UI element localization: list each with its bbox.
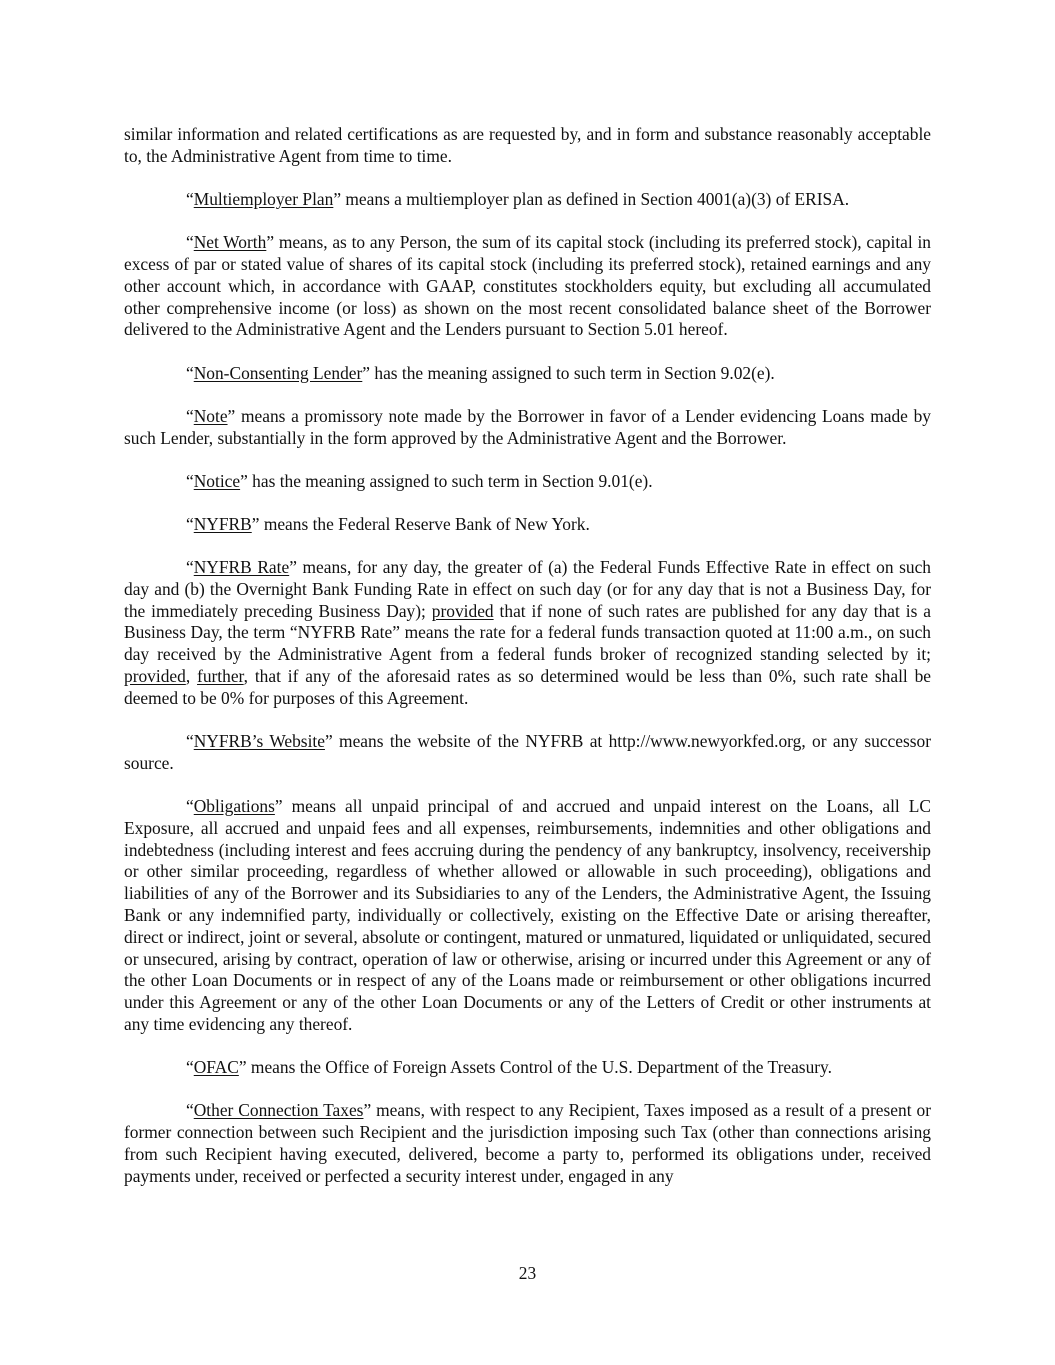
definition-multiemployer-plan: “Multiemployer Plan” means a multiemployer plan as defined in Section 4001(a)(3) of ERISA. <box>186 188 850 209</box>
defined-term: Note <box>193 405 228 426</box>
document-page <box>124 124 931 1209</box>
defined-term: Other Connection Taxes <box>193 1100 364 1121</box>
defined-term: NYFRB <box>193 513 252 534</box>
definition-text: means the website of the NYFRB at http://www.newyorkfed.org, or any successor source. <box>124 731 931 773</box>
definition-text: means all unpaid principal of and accrued and unpaid interest on the Loans, all LC Exposure, all accrued and unpaid fees and all expenses, reimbursements, indemnities and other obligations and indebtedness (including interest and fees accruing during the pendency of any bankruptcy, insolvency, receivership or other similar proceeding, regardless of whether allowed or allowable in such proceeding), obligations and liabilities of any of the Borrower and its Subsidiaries to any of the Lenders, the Administrative Agent, the Issuing Bank or any indemnified party, individually or collectively, existing on the Effective Date or arising thereafter, direct or indirect, joint or several, absolute or contingent, matured or unmatured, liquidated or unliquidated, secured or unsecured, arising by contract, operation of law or otherwise, arising or incurred under this Agreement or any of the other Loan Documents or in respect of any of the Loans made or reimbursement or other obligations incurred under this Agreement or any of the other Loan Documents or any of the Letters of Credit or other instruments at any time evidencing any thereof. <box>124 796 931 1035</box>
defined-term: Net Worth <box>193 232 267 253</box>
definition-text: means, for any day, the greater of (a) the Federal Funds Effective Rate in effect on such day and (b) the Overnight Bank Funding Rate in effect on such day (or for any day that is not a Business Day, for the immediately preceding Business Day); <box>124 557 931 621</box>
definition-non-consenting-lender: “Non-Consenting Lender” has the meaning assigned to such term in Section 9.02(e). <box>186 362 775 383</box>
defined-term: Notice <box>193 470 241 491</box>
definition-other-connection-taxes: “Other Connection Taxes” means, with respect to any Recipient, Taxes imposed as a result of a present or former connection between such Recipient and the jurisdiction imposing such Tax (other than connections arising from such Recipient having executed, delivered, become a party to, performed its obligations under, received payments under, received or perfected a security interest under, engaged in any <box>124 1100 931 1186</box>
definition-text: means the Federal Reserve Bank of New York. <box>259 513 590 534</box>
definition-text: means, as to any Person, the sum of its capital stock (including its preferred stock), capital in excess of par or stated value of shares of its capital stock (including its preferred stock), retained earnings and any other account which, in accordance with GAAP, constitutes stockholders equity, but excluding all accumulated other comprehensive income (or loss) as shown on the most recent consolidated balance sheet of the Borrower delivered to the Administrative Agent and the Lenders pursuant to Section 5.01 hereof. <box>124 232 931 340</box>
provided-proviso: provided <box>124 666 186 687</box>
definition-text: means a promissory note made by the Borrower in favor of a Lender evidencing Loans made by such Lender, substantially in the form approved by the Administrative Agent and the Borrower. <box>124 405 931 448</box>
definition-ofac: “OFAC” means the Office of Foreign Assets Control of the U.S. Department of the Treasury. <box>186 1057 832 1078</box>
definition-nyfrb-website: “NYFRB’s Website” means the website of the NYFRB at http://www.newyorkfed.org, or any successor source. <box>124 731 931 773</box>
comma-separator: , <box>185 666 198 687</box>
definition-nyfrb-rate: “NYFRB Rate” means, for any day, the greater of (a) the Federal Funds Effective Rate in effect on such day and (b) the Overnight Bank Funding Rate in effect on such day (or for any day that is not a Business Day, for the immediately preceding Business Day); provided that if none of such rates are published for any day that is a Business Day, the term “NYFRB Rate” means the rate for a federal funds transaction quoted at 11:00 a.m., on such day received by the Administrative Agent from a federal funds broker of recognized standing selected by it; provided, further, that if any of the aforesaid rates as so determined would be less than 0%, such rate shall be deemed to be 0% for purposes of this Agreement. <box>124 557 931 708</box>
continuation-paragraph: similar information and related certifications as are requested by, and in form and substance reasonably acceptable to, the Administrative Agent from time to time. <box>124 124 931 166</box>
definition-notice: “Notice” has the meaning assigned to such term in Section 9.01(e). <box>186 470 653 491</box>
defined-term: Multiemployer Plan <box>193 188 334 209</box>
defined-term: Obligations <box>193 796 275 817</box>
provided-proviso: provided <box>431 600 494 621</box>
further-proviso: further <box>197 666 244 687</box>
definition-text: means a multiemployer plan as defined in Section 4001(a)(3) of ERISA. <box>341 188 850 209</box>
definition-text: means, with respect to any Recipient, Taxes imposed as a result of a present or former connection between such Recipient and the jurisdiction imposing such Tax (other than connections arising from such Recipient having executed, delivered, become a party to, performed its obligations under, received payments under, received or perfected a security interest under, engaged in any <box>124 1100 931 1186</box>
definition-nyfrb: “NYFRB” means the Federal Reserve Bank of New York. <box>186 513 590 534</box>
defined-term: Non-Consenting Lender <box>193 362 363 383</box>
defined-term: NYFRB Rate <box>193 557 290 578</box>
definition-text: , that if any of the aforesaid rates as so determined would be less than 0%, such rate shall be deemed to be 0% for purposes of this Agreement. <box>124 666 931 708</box>
definition-note: “Note” means a promissory note made by the Borrower in favor of a Lender evidencing Loans made by such Lender, substantially in the form approved by the Administrative Agent and the Borrower. <box>124 405 931 448</box>
definition-text: has the meaning assigned to such term in Section 9.01(e). <box>247 470 653 491</box>
definition-net-worth: “Net Worth” means, as to any Person, the sum of its capital stock (including its preferred stock), capital in excess of par or stated value of shares of its capital stock (including its preferred stock), retained earnings and any other account which, in accordance with GAAP, constitutes stockholders equity, but excluding all accumulated other comprehensive income (or loss) as shown on the most recent consolidated balance sheet of the Borrower delivered to the Administrative Agent and the Lenders pursuant to Section 5.01 hereof. <box>124 232 931 340</box>
definition-obligations: “Obligations” means all unpaid principal of and accrued and unpaid interest on the Loans, all LC Exposure, all accrued and unpaid fees and all expenses, reimbursements, indemnities and other obligations and indebtedness (including interest and fees accruing during the pendency of any bankruptcy, insolvency, receivership or other similar proceeding, regardless of whether allowed or allowable in such proceeding), obligations and liabilities of any of the Borrower and its Subsidiaries to any of the Lenders, the Administrative Agent, the Issuing Bank or any indemnified party, individually or collectively, existing on the Effective Date or arising thereafter, direct or indirect, joint or several, absolute or contingent, matured or unmatured, liquidated or unliquidated, secured or unsecured, arising by contract, operation of law or otherwise, arising or incurred under this Agreement or any of the other Loan Documents or in respect of any of the Loans made or reimbursement or other obligations incurred under this Agreement or any of the other Loan Documents or any of the Letters of Credit or other instruments at any time evidencing any thereof. <box>124 796 931 1035</box>
definition-text: that if none of such rates are published for any day that is a Business Day, the term “NYFRB Rate” means the rate for a federal funds transaction quoted at 11:00 a.m., on such day received by the Administrative Agent from a federal funds broker of recognized standing selected by it; <box>124 600 931 665</box>
definition-text: has the meaning assigned to such term in Section 9.02(e). <box>370 362 775 383</box>
defined-term: NYFRB’s Website <box>193 731 325 752</box>
definition-text: means the Office of Foreign Assets Control of the U.S. Department of the Treasury. <box>246 1057 832 1078</box>
page-number: 23 <box>518 1263 537 1283</box>
defined-term: OFAC <box>193 1057 239 1078</box>
